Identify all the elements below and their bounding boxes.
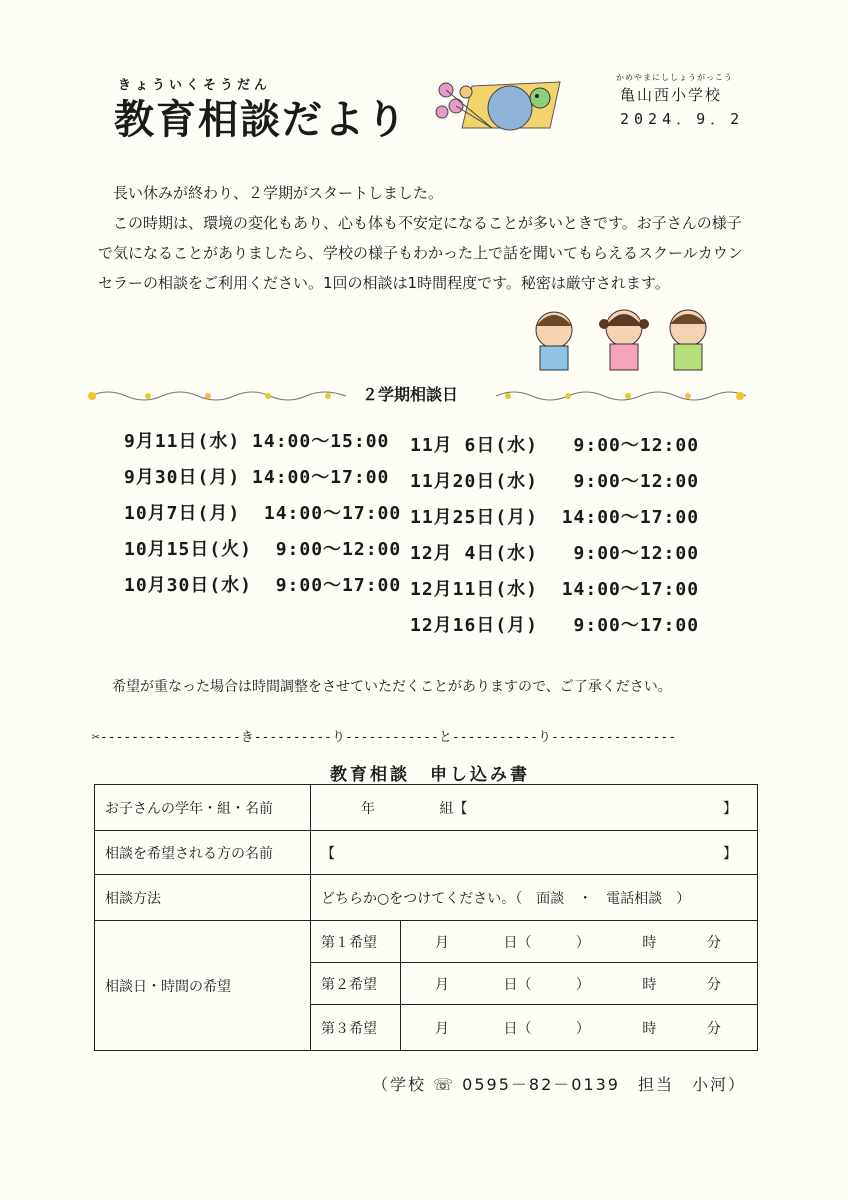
flower-illustration bbox=[432, 78, 562, 132]
flower-garland-left bbox=[88, 388, 350, 404]
choice-1-label: 第１希望 bbox=[311, 921, 401, 963]
intro-paragraph bbox=[98, 178, 750, 298]
schedule-item: 9月11日(水) 14:00～15:00 bbox=[124, 431, 390, 452]
choice-2-label: 第２希望 bbox=[311, 963, 401, 1005]
adjustment-note: 希望が重なった場合は時間調整をさせていただくことがありますので、ご了承ください。 bbox=[112, 679, 672, 695]
issue-date: 2024．9．2 bbox=[620, 110, 745, 128]
schedule-left-column bbox=[124, 424, 401, 604]
method-label: 相談方法 bbox=[95, 875, 311, 921]
schedule-item: 10月15日(火) 9:00～12:00 bbox=[124, 539, 402, 560]
applicant-name-field[interactable]: 【 】 bbox=[311, 831, 758, 875]
choice-1-field[interactable]: 月 日（ ） 時 分 bbox=[401, 921, 758, 963]
school-name: 亀山西小学校 bbox=[620, 86, 723, 104]
flower-garland-right bbox=[494, 388, 748, 404]
contact-info: （学校 ☏ 0595－82－0139 担当 小河） bbox=[372, 1075, 746, 1094]
schedule-right-column bbox=[410, 428, 699, 644]
intro-line-2: この時期は、環境の変化もあり、心も体も不安定になることが多いときです。お子さんの様子で気になることがありましたら、学校の様子もわかった上で話を聞いてもらえるスクールカウンセラーの相談をご利用ください。1回の相談は1時間程度です。秘密は厳守されます。 bbox=[98, 214, 743, 292]
child-info-field[interactable]: 年 組【 】 bbox=[311, 785, 758, 831]
school-ruby: かめやまにししょうがっこう bbox=[616, 73, 733, 82]
schedule-item: 12月11日(水) 14:00～17:00 bbox=[410, 579, 700, 600]
method-field[interactable]: どちらか○をつけてください。（ 面談 ・ 電話相談 ） bbox=[311, 875, 758, 921]
schedule-item: 9月30日(月) 14:00～17:00 bbox=[124, 467, 390, 488]
cut-line: ✂------------------き----------り------------と-----------り---------------- bbox=[92, 730, 677, 745]
title-ruby: きょういくそうだん bbox=[118, 78, 272, 93]
form-title: 教育相談 申し込み書 bbox=[330, 765, 530, 785]
choice-3-field[interactable]: 月 日（ ） 時 分 bbox=[401, 1005, 758, 1051]
intro-line-1: 長い休みが終わり、２学期がスタートしました。 bbox=[113, 184, 444, 202]
preferred-date-label: 相談日・時間の希望 bbox=[95, 921, 311, 1051]
schedule-item: 12月 4日(水) 9:00～12:00 bbox=[410, 543, 700, 564]
schedule-item: 10月7日(月) 14:00～17:00 bbox=[124, 503, 402, 524]
schedule-heading: ２学期相談日 bbox=[362, 385, 459, 404]
applicant-name-label: 相談を希望される方の名前 bbox=[95, 831, 311, 875]
schedule-item: 10月30日(水) 9:00～17:00 bbox=[124, 575, 402, 596]
children-illustration bbox=[520, 302, 720, 372]
choice-3-label: 第３希望 bbox=[311, 1005, 401, 1051]
schedule-item: 11月25日(月) 14:00～17:00 bbox=[410, 507, 700, 528]
schedule-item: 11月 6日(水) 9:00～12:00 bbox=[410, 435, 700, 456]
schedule-item: 11月20日(水) 9:00～12:00 bbox=[410, 471, 700, 492]
application-form bbox=[94, 784, 758, 1051]
page-title: 教育相談だより bbox=[114, 97, 408, 143]
choice-2-field[interactable]: 月 日（ ） 時 分 bbox=[401, 963, 758, 1005]
child-info-label: お子さんの学年・組・名前 bbox=[95, 785, 311, 831]
schedule-item: 12月16日(月) 9:00～17:00 bbox=[410, 615, 700, 636]
